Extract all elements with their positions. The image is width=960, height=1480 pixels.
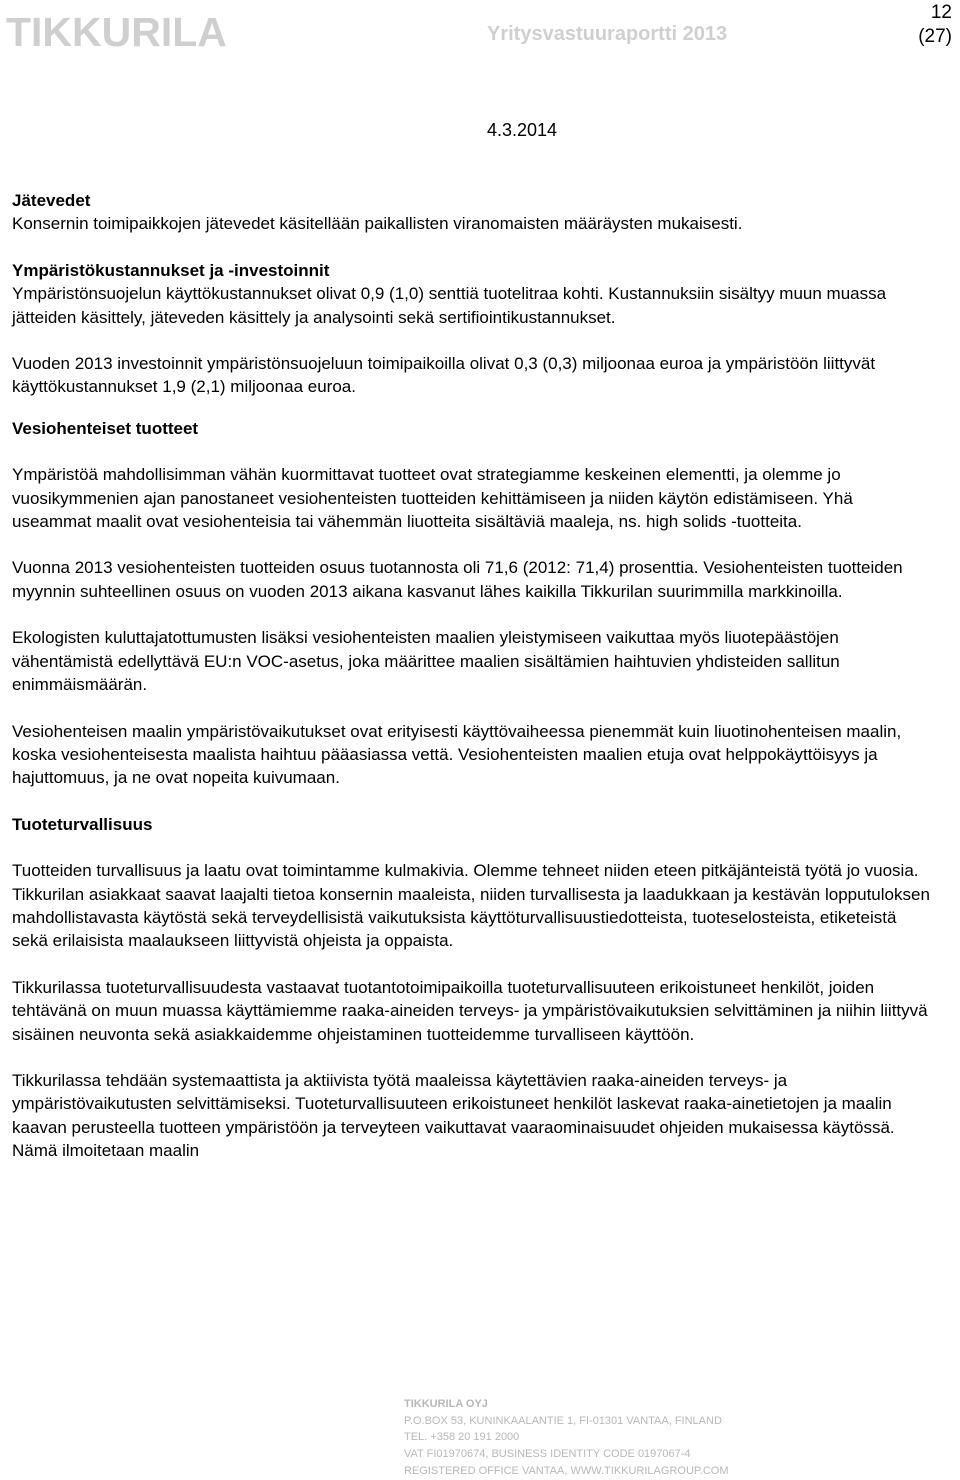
paragraph: Tikkurilassa tehdään systemaattista ja aktiivista työtä maaleissa käytettävien raaka-aineiden terveys- ja ympäristövaikutusten selvittämiseksi. Tuoteturvallisuuteen erikoistuneet henkilöt laskevat raaka-ainetietojen ja maalin kaavan perusteella tuotteen ympäristöön ja terveyteen vaikuttavat vaaraominaisuudet ohjeiden mukaisessa käytössä. Nämä ilmoitetaan maalin — [12, 1070, 895, 1161]
company-footer — [404, 1396, 729, 1480]
paragraph: Vuoden 2013 investoinnit ympäristönsuojeluun toimipaikoilla olivat 0,3 (0,3) miljoonaa euroa ja ympäristöön liittyvät käyttökustannukset 1,9 (2,1) miljoonaa euroa. — [12, 354, 876, 397]
paragraph: Vesiohenteisen maalin ympäristövaikutukset ovat erityisesti käyttövaiheessa pienemmät kuin liuotinohenteisen maalin, koska vesiohenteisesta maalista haihtuu pääasiassa vettä. Vesiohenteisten maalien etuja ovat helppokäyttöisyys ja hajuttomuus, ja ne ovat nopeita kuivumaan. — [12, 721, 902, 788]
page-number — [918, 1, 952, 49]
paragraph: Vuonna 2013 vesiohenteisten tuotteiden osuus tuotannosta oli 71,6 (2012: 71,4) prosenttia. Vesiohenteisten tuotteiden myynnin suhteellinen osuus on vuoden 2013 aikana kasvanut lähes kaikilla Tikkurilan suurimmilla markkinoilla. — [12, 558, 903, 601]
page-number-total: (27) — [918, 26, 952, 47]
footer-company: TIKKURILA OYJ — [404, 1398, 488, 1410]
heading-tuoteturvallisuus: Tuoteturvallisuus — [12, 814, 153, 834]
paragraph: Ekologisten kuluttajatottumusten lisäksi vesiohenteisten maalien yleistymiseen vaikuttaa myös liuotepäästöjen vähentämistä edellyttävä EU:n VOC-asetus, joka määrittee maalien sisältämien haihtuvien yhdisteiden sallitun enimmäismäärän. — [12, 628, 840, 695]
paragraph: Konsernin toimipaikkojen jätevedet käsitellään paikallisten viranomaisten määräysten mukaisesti. — [12, 214, 743, 234]
paragraph: Ympäristöä mahdollisimman vähän kuormittavat tuotteet ovat strategiamme keskeinen elementti, ja olemme jo vuosikymmenien ajan panostaneet vesiohenteisten tuotteiden kehittämiseen ja niiden käytön edistämiseen. Yhä useammat maalit ovat vesiohenteisia tai vähemmän liuotteita sisältäviä maaleja, ns. high solids -tuotteita. — [12, 465, 853, 532]
footer-office: REGISTERED OFFICE VANTAA, WWW.TIKKURILAGROUP.COM — [404, 1464, 729, 1477]
paragraph: Ympäristönsuojelun käyttökustannukset olivat 0,9 (1,0) senttiä tuotelitraa kohti. Kustannuksiin sisältyy muun muassa jätteiden käsittely, jäteveden käsittely ja analysointi sekä sertifiointikustannukset. — [12, 284, 887, 327]
report-title: Yritysvastuuraportti 2013 — [487, 23, 728, 45]
tikkurila-logo: TIKKURILA — [6, 9, 227, 55]
page-number-current: 12 — [930, 2, 952, 23]
paragraph: Tikkurilassa tuoteturvallisuudesta vastaavat tuotantotoimipaikoilla tuoteturvallisuuteen erikoistuneet henkilöt, joiden tehtävänä on muun muassa käyttämiemme raaka-aineiden terveys- ja ympäristövaikutuksien selvittäminen ja niihin liittyvä sisäinen neuvonta sekä asiakkaidemme ohjeistaminen tuotteidemme turvalliseen käyttöön. — [12, 977, 928, 1044]
report-date: 4.3.2014 — [487, 120, 558, 140]
heading-ymparistokustannukset: Ympäristökustannukset ja -investoinnit — [12, 260, 330, 280]
heading-vesiohenteiset: Vesiohenteiset tuotteet — [12, 418, 199, 438]
document-body — [12, 189, 932, 1163]
footer-tel: TEL. +358 20 191 2000 — [404, 1431, 520, 1444]
footer-vat: VAT FI01970674, BUSINESS IDENTITY CODE 0197067-4 — [404, 1448, 691, 1461]
paragraph: Tuotteiden turvallisuus ja laatu ovat toimintamme kulmakivia. Olemme tehneet niiden eteen pitkäjänteistä työtä jo vuosia. Tikkurilan asiakkaat saavat laajalti tietoa konsernin maaleista, niiden turvallisesta ja laadukkaan ja kestävän lopputuloksen mahdollistavasta käytöstä sekä terveydellisistä vaikutuksista käyttöturvallisuustiedotteista, tuoteselosteista, etiketeistä sekä erilaisista maalaukseen liittyvistä ohjeista ja oppaista. — [12, 861, 930, 951]
footer-address: P.O.BOX 53, KUNINKAALANTIE 1, FI-01301 VANTAA, FINLAND — [404, 1414, 722, 1427]
heading-jatevedet: Jätevedet — [12, 191, 91, 210]
